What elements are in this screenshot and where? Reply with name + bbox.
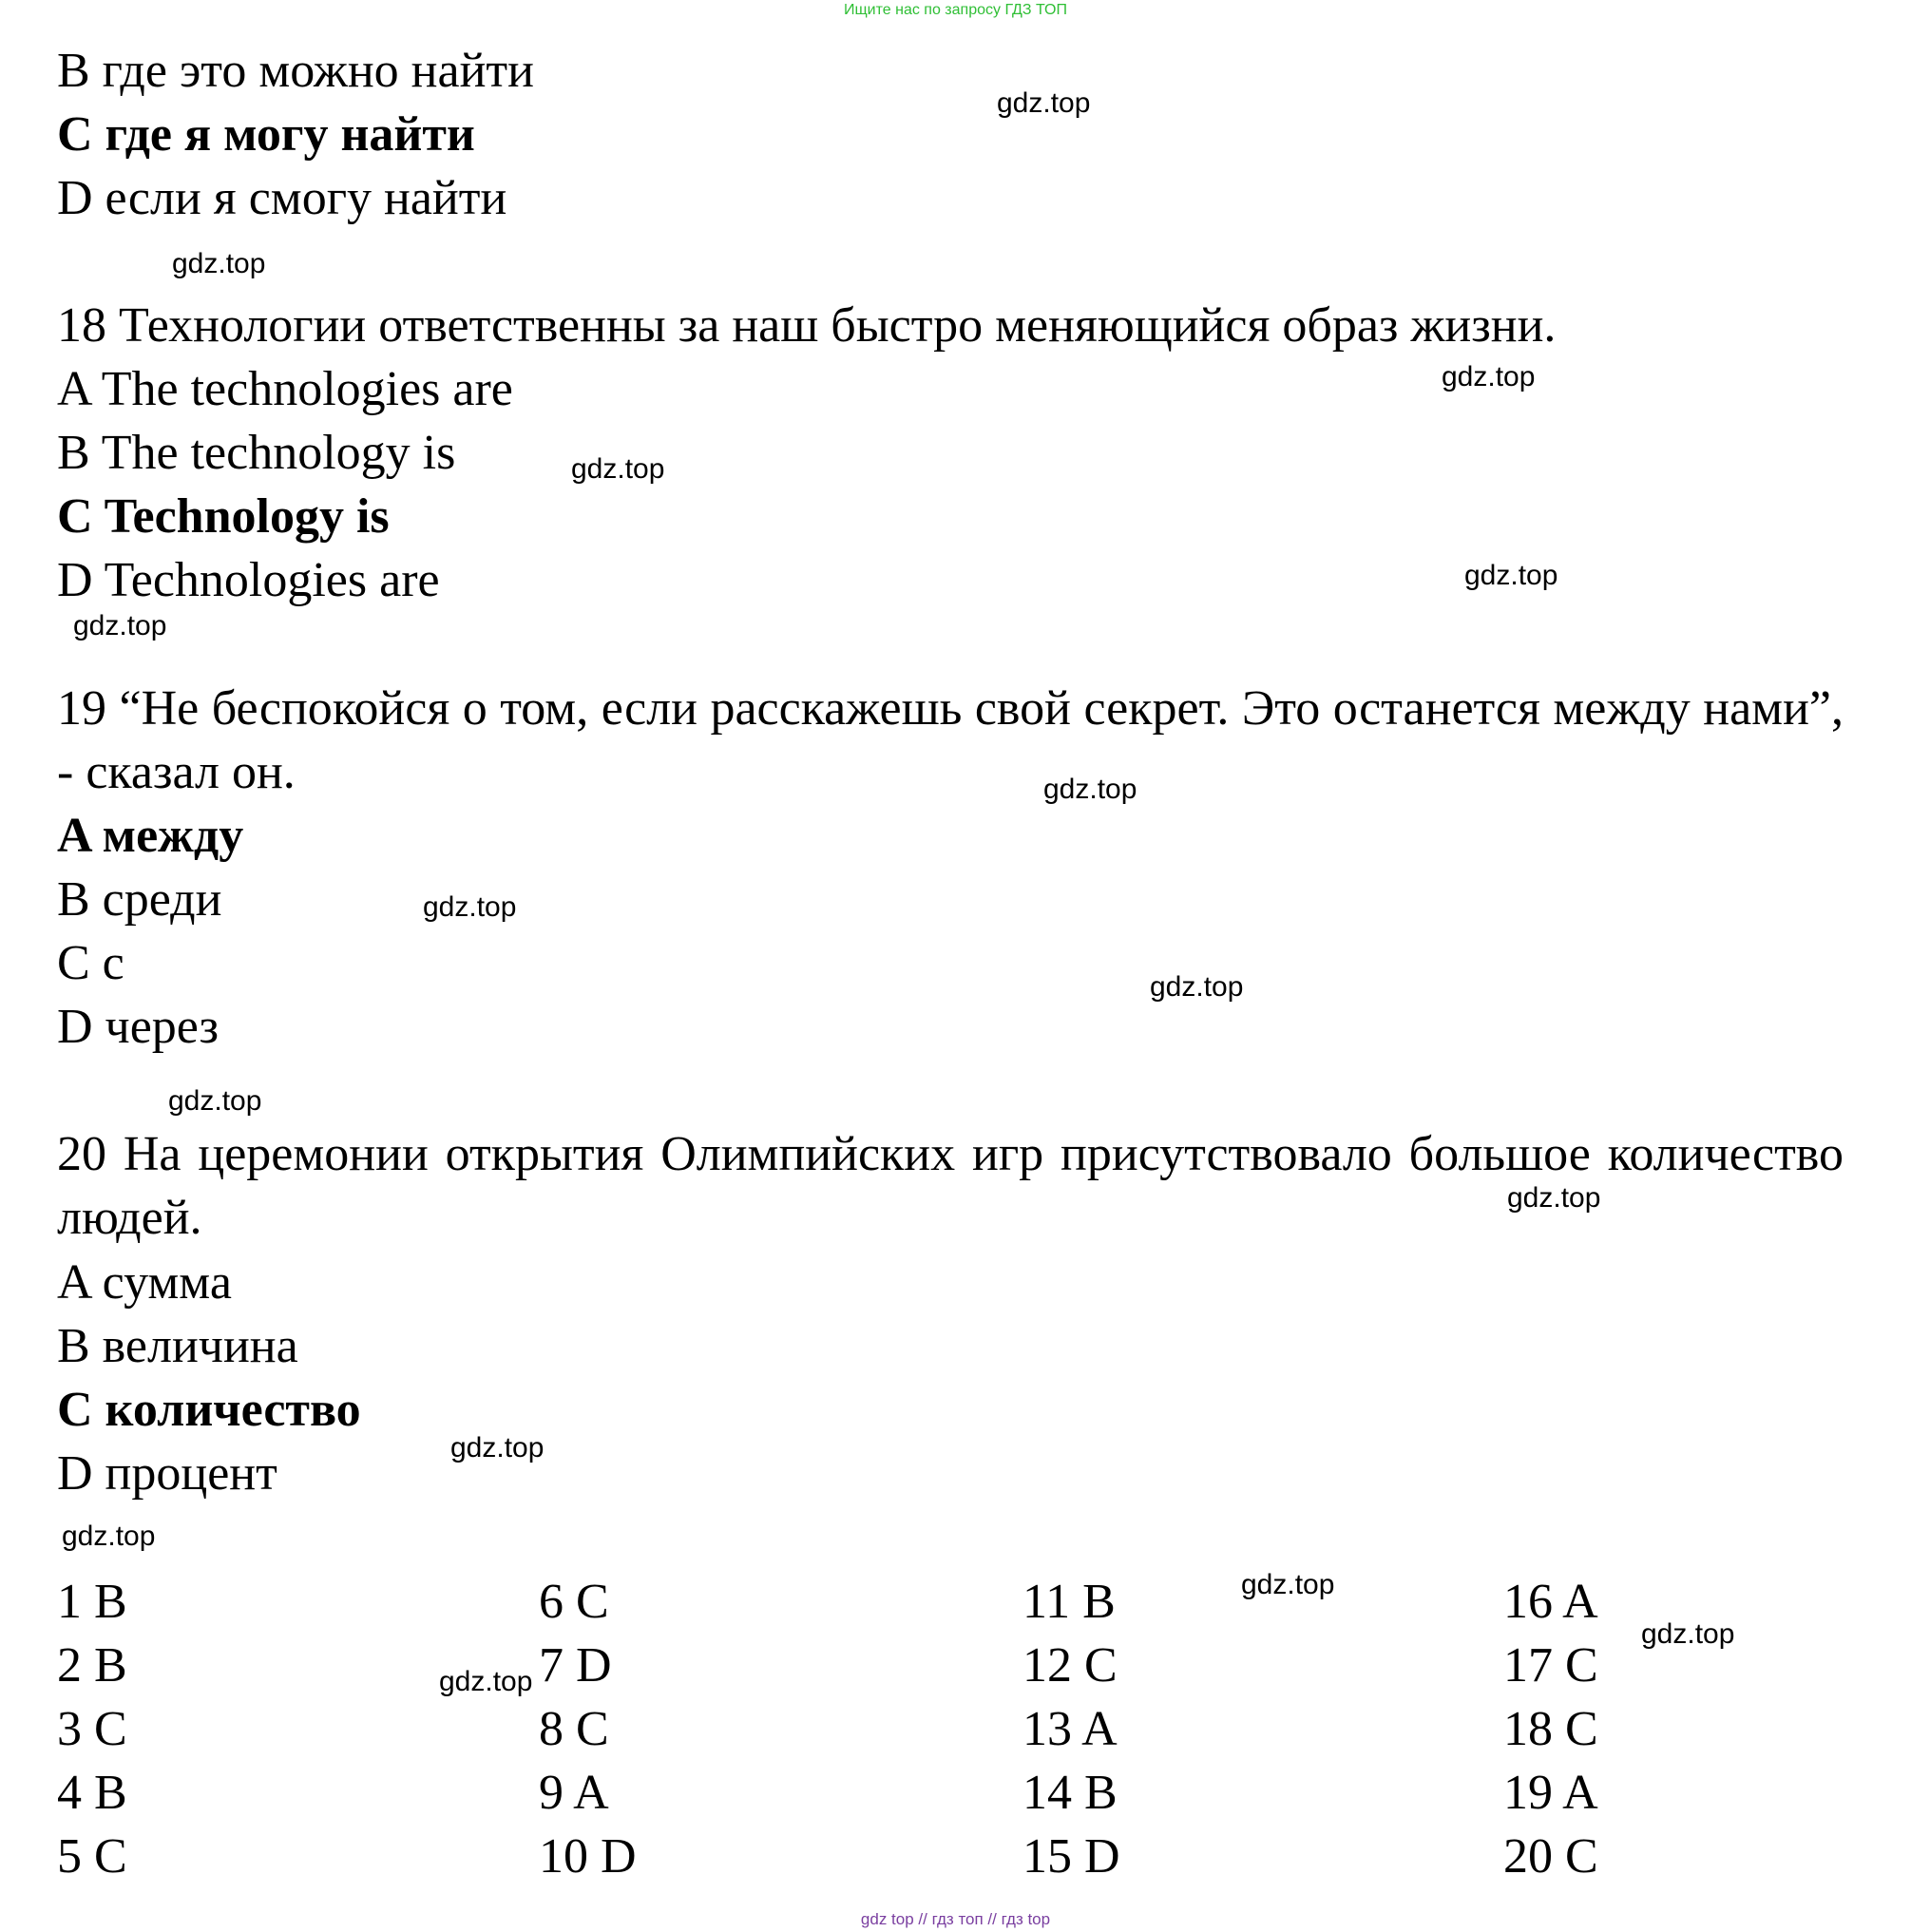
watermark: gdz.top [1641, 1618, 1735, 1650]
answer-item: 9 A [539, 1766, 609, 1820]
watermark: gdz.top [1043, 774, 1137, 805]
watermark: gdz.top [172, 248, 266, 279]
answer-item: 7 D [539, 1638, 612, 1693]
answer-item: 15 D [1022, 1829, 1120, 1884]
q17-option-b: B где это можно найти [57, 44, 534, 98]
q18-option-a: A The technologies are [57, 362, 513, 416]
q19-question: 19 “Не беспокойся о том, если расскажешь свой секрет. Это останется между нами”, - сказал он. [57, 681, 1844, 799]
answer-item: 10 D [539, 1829, 637, 1884]
answer-item: 19 A [1503, 1766, 1598, 1820]
q19-option-d: D через [57, 1000, 220, 1054]
q19-option-b: B среди [57, 872, 222, 927]
answer-item: 14 B [1022, 1766, 1118, 1820]
q18-option-d: D Technologies are [57, 553, 440, 607]
watermark: gdz.top [997, 87, 1091, 119]
watermark: gdz.top [439, 1666, 533, 1697]
q20-option-b: B величина [57, 1319, 298, 1373]
q17-option-d: D если я смогу найти [57, 171, 507, 225]
watermark: gdz.top [1442, 361, 1536, 392]
q18-option-c-correct: C Technology is [57, 489, 390, 544]
watermark: gdz.top [450, 1432, 545, 1463]
q20-question: 20 На церемонии открытия Олимпийских игр присутствовало большое количество людей. [57, 1127, 1844, 1245]
answer-item: 16 A [1503, 1575, 1598, 1629]
answer-item: 8 C [539, 1702, 609, 1756]
q18-question: 18 Технологии ответственны за наш быстро меняющийся образ жизни. [57, 298, 1557, 353]
q18-option-b: B The technology is [57, 426, 456, 480]
top-banner: Ищите нас по запросу ГДЗ ТОП [844, 2, 1067, 18]
answer-item: 11 B [1022, 1575, 1116, 1629]
answer-item: 3 C [57, 1702, 127, 1756]
watermark: gdz.top [1150, 971, 1244, 1003]
answer-item: 20 C [1503, 1829, 1598, 1884]
q20-option-a: A сумма [57, 1255, 232, 1310]
watermark: gdz.top [73, 610, 167, 641]
watermark: gdz.top [1464, 560, 1558, 591]
q20-option-d: D процент [57, 1446, 277, 1501]
q19-option-a-correct: A между [57, 809, 244, 863]
answer-item: 17 C [1503, 1638, 1598, 1693]
watermark: gdz.top [423, 891, 517, 923]
watermark: gdz.top [168, 1085, 262, 1117]
footer: gdz top // гдз топ // гдз top [860, 1910, 1051, 1928]
watermark: gdz.top [1507, 1182, 1601, 1214]
answer-item: 6 C [539, 1575, 609, 1629]
answer-item: 18 C [1503, 1702, 1598, 1756]
answer-item: 12 C [1022, 1638, 1118, 1693]
q19-option-c: C с [57, 936, 124, 990]
watermark: gdz.top [1241, 1569, 1335, 1600]
answer-item: 1 B [57, 1575, 127, 1629]
answer-item: 5 C [57, 1829, 127, 1884]
answer-item: 2 B [57, 1638, 127, 1693]
answer-item: 13 A [1022, 1702, 1118, 1756]
watermark: gdz.top [62, 1521, 156, 1552]
q17-option-c-correct: C где я могу найти [57, 107, 475, 162]
answer-item: 4 B [57, 1766, 127, 1820]
q20-option-c-correct: C количество [57, 1383, 361, 1437]
watermark: gdz.top [571, 453, 665, 485]
